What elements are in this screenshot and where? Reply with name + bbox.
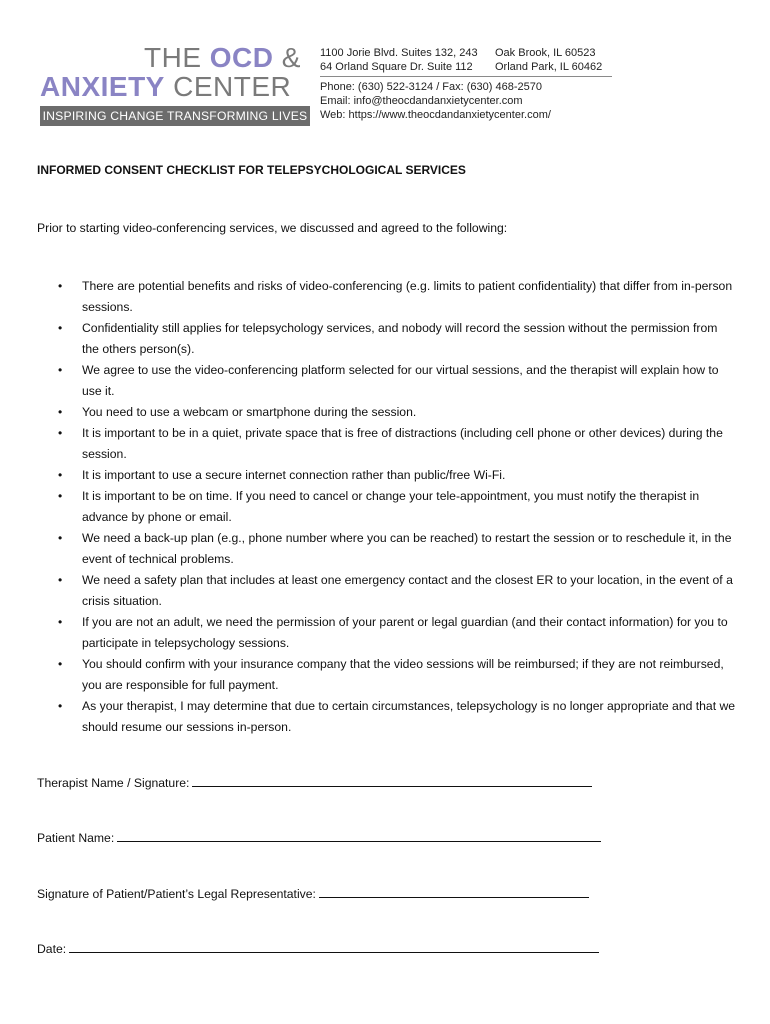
- list-item-text: We agree to use the video-conferencing platform selected for our virtual sessions, and the therapist will explain how to use it.: [82, 363, 719, 398]
- logo-the: THE: [144, 42, 210, 73]
- patient-name-row: [37, 829, 601, 845]
- patient-name-label: Patient Name:: [37, 831, 115, 845]
- date-label: Date:: [37, 942, 67, 956]
- address-row-2: [320, 60, 612, 74]
- list-item-text: If you are not an adult, we need the permission of your parent or legal guardian (and their contact information) for you to participate in telepsychology sessions.: [82, 615, 728, 650]
- address-1-street: 1100 Jorie Blvd. Suites 132, 243: [320, 47, 478, 59]
- bullet-icon: •: [58, 615, 63, 629]
- logo-ocd: OCD: [209, 42, 274, 73]
- bullet-icon: •: [58, 489, 63, 503]
- bullet-icon: •: [58, 279, 63, 293]
- bullet-icon: •: [58, 321, 63, 335]
- contact-block: [320, 46, 612, 122]
- list-item: [37, 423, 737, 465]
- list-item-text: We need a safety plan that includes at least one emergency contact and the closest ER to your location, in the event of a crisis situation.: [82, 573, 733, 608]
- date-row: [37, 940, 599, 956]
- therapist-signature-row: [37, 774, 592, 790]
- logo-line-1: [144, 44, 301, 72]
- list-item: [37, 318, 737, 360]
- bullet-icon: •: [58, 363, 63, 377]
- list-item: [37, 528, 737, 570]
- bullet-icon: •: [58, 573, 63, 587]
- therapist-signature-field[interactable]: [192, 774, 592, 787]
- consent-checklist: [37, 276, 737, 738]
- logo-ampersand: &: [273, 42, 301, 73]
- bullet-icon: •: [58, 405, 63, 419]
- therapist-signature-label: Therapist Name / Signature:: [37, 776, 190, 790]
- list-item: [37, 612, 737, 654]
- logo-anxiety: ANXIETY: [40, 71, 165, 102]
- address-1-city: Oak Brook, IL 60523: [495, 47, 596, 59]
- list-item-text: It is important to be in a quiet, private space that is free of distractions (including cell phone or other devices) during the session.: [82, 426, 723, 461]
- list-item-text: There are potential benefits and risks of video-conferencing (e.g. limits to patient confidentiality) that differ from in-person sessions.: [82, 279, 733, 314]
- list-item-text: As your therapist, I may determine that due to certain circumstances, telepsychology is no longer appropriate and that we should resume our sessions in-person.: [82, 699, 736, 734]
- address-2-street: 64 Orland Square Dr. Suite 112: [320, 61, 473, 73]
- list-item-text: You need to use a webcam or smartphone during the session.: [82, 405, 417, 419]
- list-item: [37, 654, 737, 696]
- logo-tagline: INSPIRING CHANGE TRANSFORMING LIVES: [40, 106, 310, 126]
- bullet-icon: •: [58, 531, 63, 545]
- company-logo: [40, 42, 312, 128]
- patient-signature-row: [37, 885, 589, 901]
- date-field[interactable]: [69, 940, 599, 953]
- intro-text: Prior to starting video-conferencing services, we discussed and agreed to the following:: [37, 221, 508, 235]
- patient-signature-field[interactable]: [319, 885, 589, 898]
- list-item: [37, 360, 737, 402]
- consent-document: [37, 160, 737, 738]
- contact-divider: [320, 76, 612, 77]
- list-item: [37, 696, 737, 738]
- list-item: [37, 465, 737, 486]
- list-item-text: It is important to use a secure internet connection rather than public/free Wi-Fi.: [82, 468, 506, 482]
- list-item: [37, 276, 737, 318]
- list-item-text: Confidentiality still applies for telepsychology services, and nobody will record the session without the permission from the others person(s).: [82, 321, 718, 356]
- bullet-icon: •: [58, 657, 63, 671]
- document-title: INFORMED CONSENT CHECKLIST FOR TELEPSYCHOLOGICAL SERVICES: [37, 163, 466, 177]
- logo-line-2: [40, 73, 291, 101]
- website: Web: https://www.theocdandanxietycenter.com/: [320, 109, 551, 121]
- list-item: [37, 570, 737, 612]
- logo-center: CENTER: [164, 71, 292, 102]
- email: Email: info@theocdandanxietycenter.com: [320, 95, 523, 107]
- patient-name-field[interactable]: [117, 829, 601, 842]
- list-item-text: It is important to be on time. If you need to cancel or change your tele-appointment, you must notify the therapist in advance by phone or email.: [82, 489, 700, 524]
- list-item-text: We need a back-up plan (e.g., phone number where you can be reached) to restart the session or to reschedule it, in the event of technical problems.: [82, 531, 732, 566]
- bullet-icon: •: [58, 699, 63, 713]
- address-row-1: [320, 46, 612, 60]
- address-2-city: Orland Park, IL 60462: [495, 61, 603, 73]
- phone-fax: Phone: (630) 522-3124 / Fax: (630) 468-2570: [320, 81, 542, 93]
- list-item: [37, 486, 737, 528]
- patient-signature-label: Signature of Patient/Patient’s Legal Representative:: [37, 887, 316, 901]
- bullet-icon: •: [58, 468, 63, 482]
- list-item: [37, 402, 737, 423]
- bullet-icon: •: [58, 426, 63, 440]
- list-item-text: You should confirm with your insurance company that the video sessions will be reimbursed; if they are not reimbursed, you are responsible for full payment.: [82, 657, 724, 692]
